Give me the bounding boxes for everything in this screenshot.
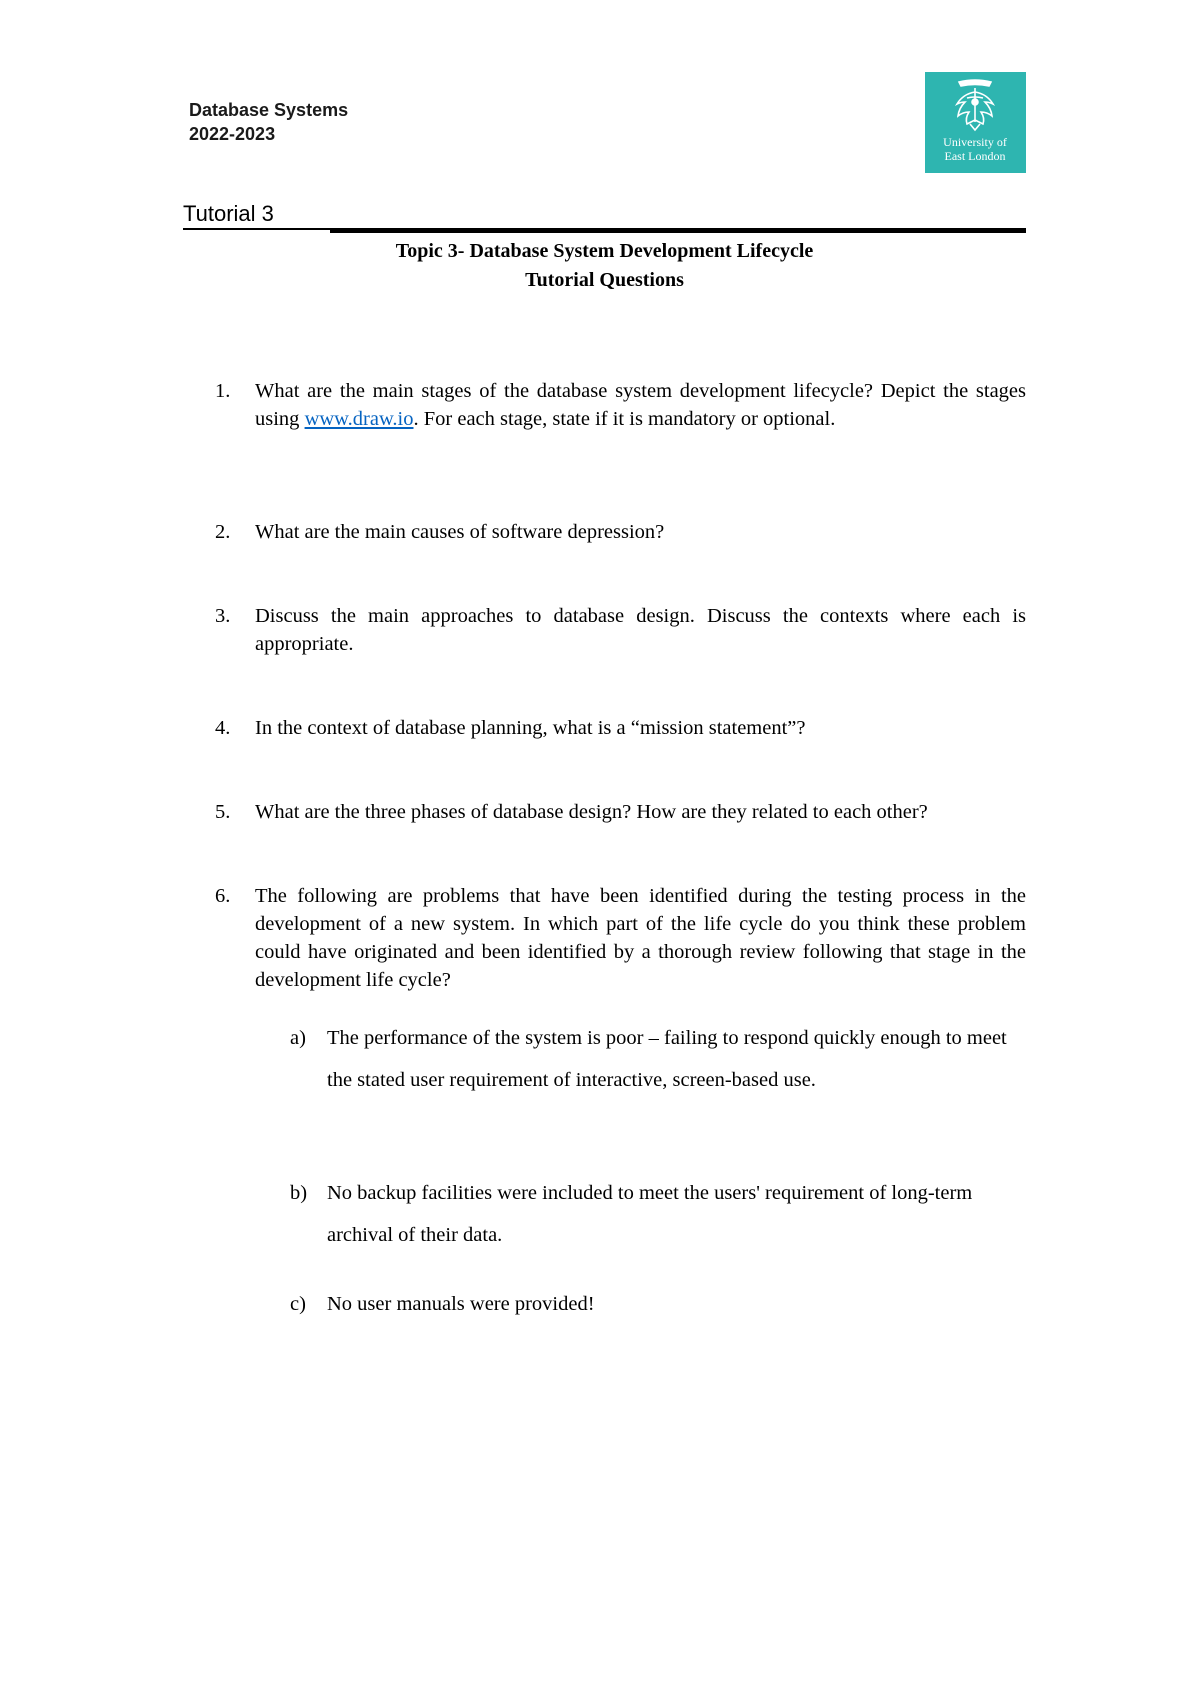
logo-text-line1: University of xyxy=(943,135,1007,149)
question-number: 4. xyxy=(215,717,231,739)
question-number: 5. xyxy=(215,801,231,823)
sub-item-text: The performance of the system is poor – failing to respond quickly enough to meet the stated user requirement of interactive, screen-based use. xyxy=(327,1027,1007,1091)
crest-icon xyxy=(925,72,1026,173)
heading-rule-thick xyxy=(330,229,1026,233)
question-text: In the context of database planning, what is a “mission statement”? xyxy=(255,717,806,739)
sub-item-letter: a) xyxy=(290,1027,306,1049)
tutorial-heading: Tutorial 3 xyxy=(183,201,274,226)
question-text: The following are problems that have been identified during the testing process in the development of a new system. In which part of the life cycle do you think these problem could have originated and been identified by a thorough review following that stage in the development life cycle? xyxy=(255,885,1026,991)
question-number: 1. xyxy=(215,380,231,402)
sub-item-letter: c) xyxy=(290,1293,306,1315)
course-info xyxy=(189,98,348,146)
sub-item-text: No user manuals were provided! xyxy=(327,1293,595,1315)
question-text-part: . For each stage, state if it is mandatory or optional. xyxy=(413,408,836,430)
course-year: 2022-2023 xyxy=(189,124,276,144)
question-text xyxy=(255,377,1026,433)
logo-text-line2: East London xyxy=(944,149,1006,163)
question-number: 6. xyxy=(215,885,231,907)
question-text: What are the three phases of database design? How are they related to each other? xyxy=(255,801,928,823)
topic-title: Topic 3- Database System Development Lifecycle xyxy=(395,240,814,262)
university-logo xyxy=(925,72,1026,173)
question-text-part: What are the main stages of the database system development lifecycle? Depict the stages using xyxy=(255,380,1026,430)
question-text: What are the main causes of software depression? xyxy=(255,521,665,543)
sub-item-text: No backup facilities were included to meet the users' requirement of long-term archival of their data. xyxy=(327,1182,973,1246)
topic-subtitle: Tutorial Questions xyxy=(525,269,684,291)
topic-block xyxy=(183,237,1026,295)
course-title: Database Systems xyxy=(189,100,349,120)
question-number: 2. xyxy=(215,521,231,543)
question-number: 3. xyxy=(215,605,231,627)
sub-item-letter: b) xyxy=(290,1182,308,1204)
question-text: Discuss the main approaches to database design. Discuss the contexts where each is appropriate. xyxy=(255,605,1026,655)
draw-io-link[interactable]: www.draw.io xyxy=(304,408,414,430)
